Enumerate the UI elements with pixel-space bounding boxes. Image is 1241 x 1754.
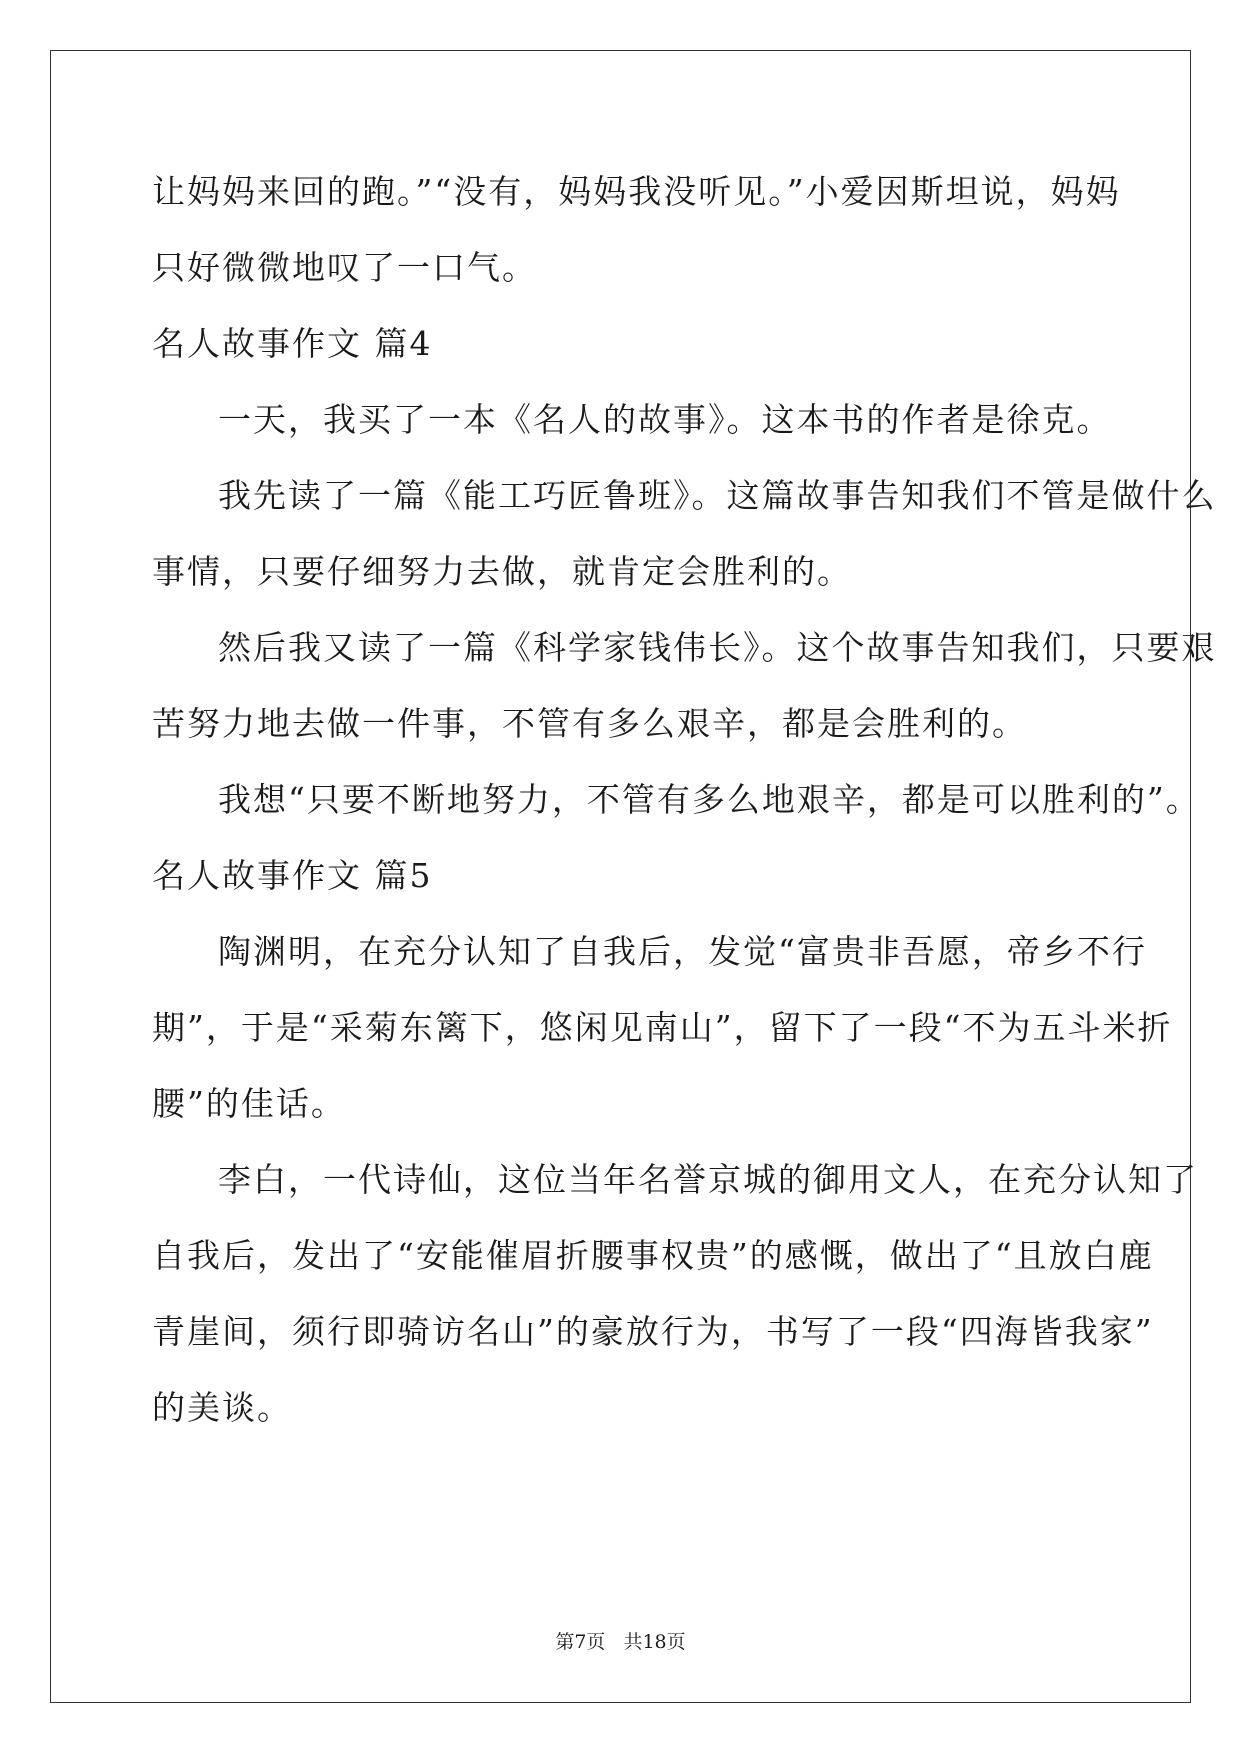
section-heading-5: 名人故事作文 篇5	[152, 856, 433, 895]
text-line: 事情，只要仔细努力去做，就肯定会胜利的。	[152, 552, 852, 591]
paragraph-first-line: 然后我又读了一篇《科学家钱伟长》。这个故事告知我们，只要艰	[218, 628, 1217, 667]
text-line: 的美谈。	[152, 1388, 292, 1427]
page-number: 第7页	[555, 1631, 606, 1653]
text-line: 腰”的佳话。	[152, 1084, 346, 1123]
text-line: 青崖间，须行即骑访名山”的豪放行为，书写了一段“四海皆我家”	[152, 1312, 1154, 1351]
paragraph-first-line: 我先读了一篇《能工巧匠鲁班》。这篇故事告知我们不管是做什么	[218, 476, 1217, 515]
paragraph-first-line: 李白，一代诗仙，这位当年名誉京城的御用文人，在充分认知了	[218, 1160, 1198, 1199]
text-line-1: 让妈妈来回的跑。”“没有，妈妈我没听见。”小爱因斯坦说，妈妈	[152, 172, 1121, 211]
section-heading-4: 名人故事作文 篇4	[152, 324, 433, 363]
page-total: 共18页	[623, 1631, 686, 1653]
text-line: 苦努力地去做一件事，不管有多么艰辛，都是会胜利的。	[152, 704, 1027, 743]
paragraph-first-line: 陶渊明，在充分认知了自我后，发觉“富贵非吾愿，帝乡不行	[218, 932, 1147, 971]
paragraph-first-line: 我想“只要不断地努力，不管有多么地艰辛，都是可以胜利的”。	[218, 780, 1201, 819]
text-line-2: 只好微微地叹了一口气。	[152, 248, 537, 287]
page-footer	[0, 1630, 1241, 1654]
paragraph-first-line: 一天，我买了一本《名人的故事》。这本书的作者是徐克。	[218, 400, 1112, 439]
text-line: 期”，于是“采菊东篱下，悠闲见南山”，留下了一段“不为五斗米折	[152, 1008, 1173, 1047]
text-line: 自我后，发出了“安能催眉折腰事权贵”的感慨，做出了“且放白鹿	[152, 1236, 1154, 1275]
